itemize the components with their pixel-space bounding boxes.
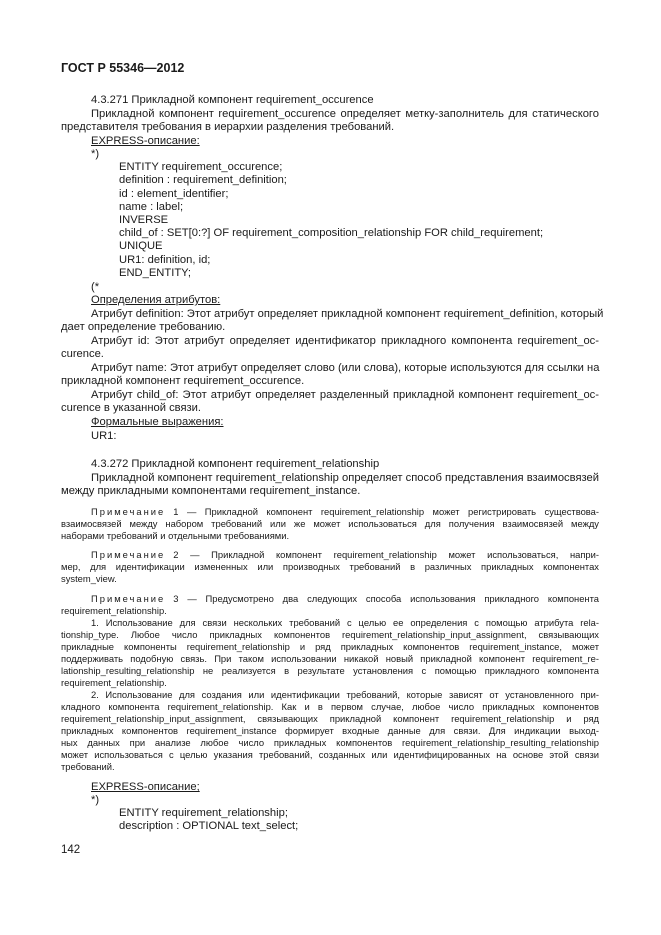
code-line: ENTITY requirement_occurence; — [119, 161, 283, 173]
express-label-272: EXPRESS-описание; — [91, 781, 200, 793]
code-line: child_of : SET[0:?] OF requirement_composition_relationship FOR child_requirement; — [119, 227, 544, 239]
note-text: 3 — Предусмотрено два следующих способа использования прикладного компонента — [173, 593, 599, 604]
note-2-line: system_view. — [61, 573, 117, 584]
code-line: definition : requirement_definition; — [119, 174, 287, 186]
section-272-desc-line1: Прикладной компонент requirement_relationship определяет способ представления взаимосвязей — [91, 472, 599, 484]
usage-item-1-line: 1. Использование для связи нескольких требований с целью ее определения с помощью атрибута rela- — [91, 617, 599, 628]
note-1-line: взаимосвязей между набором требований или же может использоваться для получения взаимосвязей между — [61, 518, 599, 529]
usage-item-1-line: requirement_relationship. — [61, 677, 167, 688]
section-heading-272: 4.3.272 Прикладной компонент requirement_relationship — [91, 458, 380, 470]
code-line: name : label; — [119, 201, 184, 213]
express-label-271: EXPRESS-описание: — [91, 135, 200, 147]
formal-expressions-label: Формальные выражения: — [91, 416, 224, 428]
note-text: 1 — Прикладной компонент requirement_relationship может регистрировать существова- — [173, 506, 599, 517]
standard-header: ГОСТ Р 55346—2012 — [61, 61, 185, 75]
section-271-desc-line1: Прикладной компонент requirement_occurence определяет метку-заполнитель для статического — [91, 108, 599, 120]
code-line: UNIQUE — [119, 240, 163, 252]
note-3-first-line — [91, 593, 599, 605]
code-line: UR1: definition, id; — [119, 254, 211, 266]
usage-item-1-line: прикладные компоненты requirement_relationship и ряд прикладных компонентов requirement_instance, может — [61, 641, 599, 652]
page-number: 142 — [61, 844, 81, 856]
attr-name-line1: Атрибут name: Этот атрибут определяет слово (или слова), которые используются для ссылки на — [91, 362, 600, 374]
usage-item-2-line: требований. — [61, 761, 115, 772]
attr-child-of-line2: curence в указанной связи. — [61, 402, 202, 414]
usage-item-2-line: кладного компонента requirement_relationship. Как и в первом случае, любое число прикладных компонентов — [61, 701, 599, 712]
usage-item-2-line: может использоваться с целью указания требований, созданных или идентифицированных на основе этой связи — [61, 749, 599, 760]
attr-child-of-line1: Атрибут child_of: Этот атрибут определяет разделенный прикладной компонент requirement_oc- — [91, 389, 599, 401]
usage-item-1-line: lationship_resulting_relationship не реализуется в результате установления с помощью прикладного компонента — [61, 665, 599, 676]
note-1-first-line — [91, 506, 599, 518]
section-271-desc-line2: представителя требования в иерархии разделения требований. — [61, 121, 395, 133]
attr-id-line2: curence. — [61, 348, 104, 360]
attr-definitions-label: Определения атрибутов: — [91, 294, 221, 306]
note-label: Примечание — [91, 506, 166, 517]
express-open-272: *) — [91, 794, 100, 806]
usage-item-2-line: 2. Использование для создания или идентификации требований, которые зависят от установленного при- — [91, 689, 599, 700]
note-3-line: requirement_relationship. — [61, 605, 167, 616]
attr-name-line2: прикладной компонент requirement_occurence. — [61, 375, 305, 387]
attr-definition-line2: дает определение требованию. — [61, 321, 226, 333]
express-close-271: (* — [91, 281, 100, 293]
usage-item-1-line: поддерживать подобную связь. При таком использовании никакой новый прикладной компонент requirement_re- — [61, 653, 599, 664]
note-text: 2 — Прикладной компонент requirement_relationship может использоваться, напри- — [173, 549, 599, 560]
note-2-first-line — [91, 549, 599, 561]
code-line: id : element_identifier; — [119, 188, 229, 200]
code-line: INVERSE — [119, 214, 169, 226]
note-label: Примечание — [91, 593, 166, 604]
usage-item-2-line: ных данных при анализе любое число прикладных компонентов requirement_relationship_resulting_relationship — [61, 737, 599, 748]
section-272-desc-line2: между прикладными компонентами requirement_instance. — [61, 485, 361, 497]
code-line: END_ENTITY; — [119, 267, 192, 279]
attr-id-line1: Атрибут id: Этот атрибут определяет идентификатор прикладного компонента requirement_oc- — [91, 335, 599, 347]
note-2-line: мер, для идентификации измененных или производных требований в различных прикладных компонентах — [61, 561, 599, 572]
usage-item-1-line: tionship_type. Любое число прикладных компонентов requirement_relationship_input_assignment, связывающих — [61, 629, 599, 640]
formal-rule-ur1: UR1: — [91, 430, 117, 442]
note-label: Примечание — [91, 549, 166, 560]
code-line: description : OPTIONAL text_select; — [119, 820, 299, 832]
code-line: ENTITY requirement_relationship; — [119, 807, 288, 819]
usage-item-2-line: requirement_relationship_input_assignment, связывающих прикладной компонент requirement_relationship и ряд — [61, 713, 599, 724]
attr-definition-line1: Атрибут definition: Этот атрибут определяет прикладной компонент requirement_definition, который — [91, 308, 604, 320]
express-open-271: *) — [91, 148, 100, 160]
usage-item-2-line: прикладных компонентов requirement_instance формирует входные данные для связи. Для индикации выход- — [61, 725, 599, 736]
note-1-line: наборами требований и отдельными требованиями. — [61, 530, 290, 541]
section-heading-271: 4.3.271 Прикладной компонент requirement_occurence — [91, 94, 374, 106]
